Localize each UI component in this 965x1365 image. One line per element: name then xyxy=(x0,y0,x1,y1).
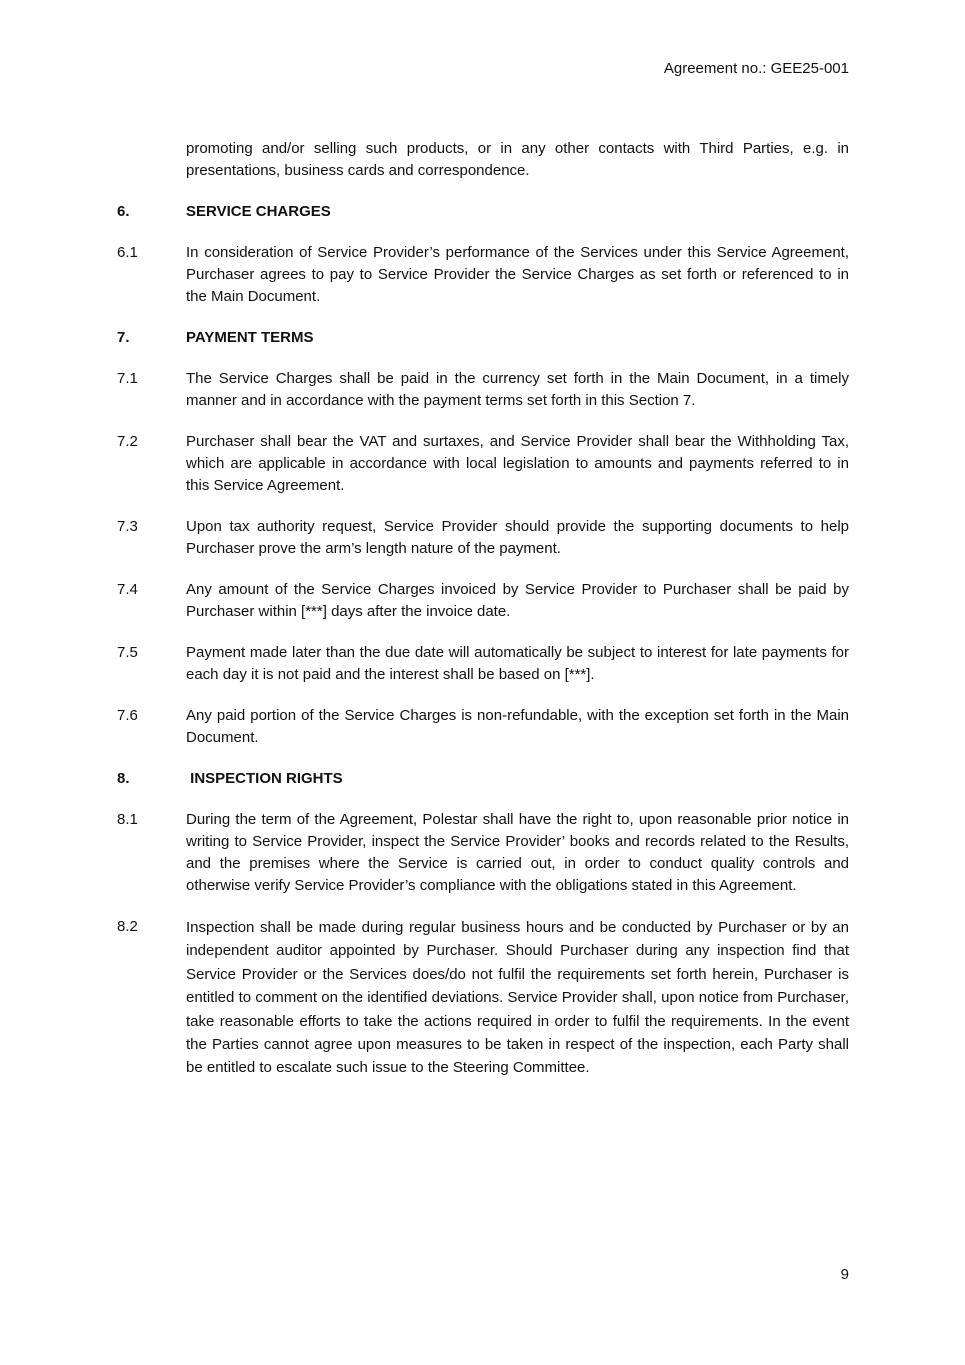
section-number: 6. xyxy=(117,203,130,220)
clause-text: Purchaser shall bear the VAT and surtaxes, and Service Provider shall bear the Withholding Tax, which are applicable in accordance with local legislation to amounts and payments referred to in this Service Agreement. xyxy=(186,433,849,494)
section-number: 8. xyxy=(117,770,130,787)
clause-number: 7.3 xyxy=(117,518,138,535)
agreement-reference: Agreement no.: GEE25-001 xyxy=(663,60,849,77)
clause-number: 7.6 xyxy=(117,707,138,724)
clause-text: Inspection shall be made during regular business hours and be conducted by Purchaser or by an independent auditor appointed by Purchaser. Should Purchaser during any inspection find that Service Provider or the Services does/do not fulfil the requirements set forth herein, Purchaser is entitled to comment on the identified deviations. Service Provider shall, upon notice from Purchaser, take reasonable efforts to take the actions required in order to fulfil the requirements. In the event the Parties cannot agree upon measures to be taken in respect of the inspection, each Party shall be entitled to escalate such issue to the Steering Committee. xyxy=(186,919,849,1077)
section-title: INSPECTION RIGHTS xyxy=(186,770,343,787)
document-body xyxy=(117,138,849,1099)
page-number: 9 xyxy=(840,1266,849,1283)
section-title: PAYMENT TERMS xyxy=(186,329,314,346)
clause-number: 8.1 xyxy=(117,811,138,828)
continued-paragraph: promoting and/or selling such products, or in any other contacts with Third Parties, e.g. in presentations, business cards and correspondence. xyxy=(186,140,849,179)
clause-7-4 xyxy=(117,579,849,623)
clause-number: 7.5 xyxy=(117,644,138,661)
clause-number: 7.1 xyxy=(117,370,138,387)
section-heading-6 xyxy=(117,201,849,223)
clause-6-1 xyxy=(117,242,849,308)
clause-text: Any paid portion of the Service Charges is non-refundable, with the exception set forth in the Main Document. xyxy=(186,707,849,746)
section-title: SERVICE CHARGES xyxy=(186,203,331,220)
clause-7-3 xyxy=(117,516,849,560)
clause-8-1 xyxy=(117,809,849,897)
section-heading-8 xyxy=(117,768,849,790)
clause-number: 7.2 xyxy=(117,433,138,450)
clause-text: During the term of the Agreement, Polestar shall have the right to, upon reasonable prior notice in writing to Service Provider, inspect the Service Provider’ books and records related to the Results, and the premises where the Service is carried out, in order to conduct quality controls and otherwise verify Service Provider’s compliance with the obligations stated in this Agreement. xyxy=(186,811,849,894)
clause-text: Payment made later than the due date will automatically be subject to interest for late payments for each day it is not paid and the interest shall be based on [***]. xyxy=(186,644,849,683)
clause-text: In consideration of Service Provider’s performance of the Services under this Service Agreement, Purchaser agrees to pay to Service Provider the Service Charges as set forth or referenced to in the Main Document. xyxy=(186,244,849,305)
section-number: 7. xyxy=(117,329,130,346)
clause-number: 6.1 xyxy=(117,244,138,261)
clause-number: 8.2 xyxy=(117,918,138,935)
section-heading-7 xyxy=(117,327,849,349)
clause-7-5 xyxy=(117,642,849,686)
clause-text: Any amount of the Service Charges invoiced by Service Provider to Purchaser shall be paid by Purchaser within [***] days after the invoice date. xyxy=(186,581,849,620)
clause-7-1 xyxy=(117,368,849,412)
clause-text: Upon tax authority request, Service Provider should provide the supporting documents to help Purchaser prove the arm’s length nature of the payment. xyxy=(186,518,849,557)
clause-7-2 xyxy=(117,431,849,497)
clause-8-2 xyxy=(117,916,849,1080)
clause-number: 7.4 xyxy=(117,581,138,598)
clause-text: The Service Charges shall be paid in the currency set forth in the Main Document, in a timely manner and in accordance with the payment terms set forth in this Section 7. xyxy=(186,370,849,409)
clause-7-6 xyxy=(117,705,849,749)
